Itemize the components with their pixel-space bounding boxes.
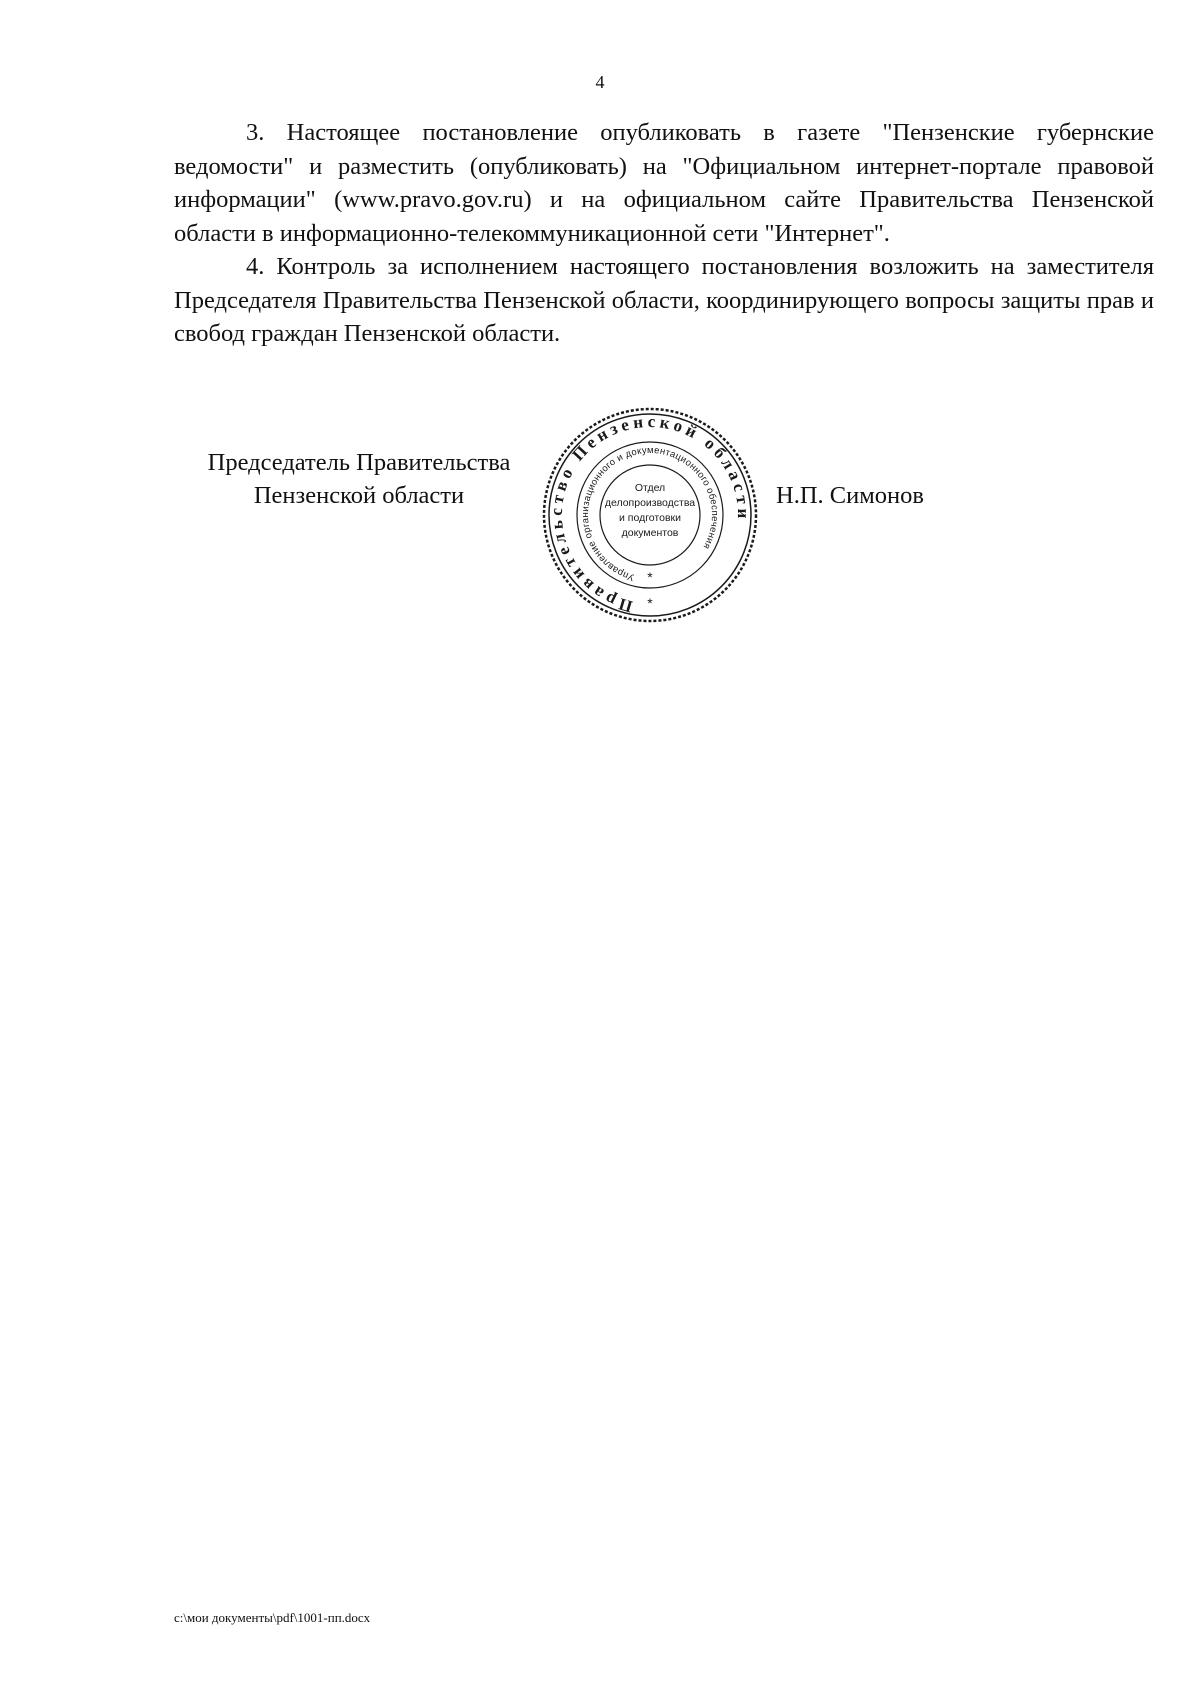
seal-center-line1: Отдел <box>634 482 666 494</box>
seal-middle-text: Управление организационного и документационного обеспечения <box>579 444 721 583</box>
seal-outer-text: Правительство Пензенской области <box>546 411 754 617</box>
official-seal <box>540 405 760 625</box>
page-number: 4 <box>595 72 605 92</box>
seal-star-icon: * <box>647 569 653 585</box>
seal-center-line3: и подготовки <box>619 512 681 524</box>
seal-outer-star-icon: * <box>647 595 653 611</box>
paragraph-4: 4. Контроль за исполнением настоящего постановления возложить на заместителя Председателя Правительства Пензенской области, координирующего вопросы защиты прав и свобод граждан Пензенской области. <box>174 253 1154 347</box>
seal-center-line4: документов <box>621 527 679 539</box>
signer-name: Н.П. Симонов <box>776 482 924 509</box>
document-body <box>174 116 1154 351</box>
paragraph-3: 3. Настоящее постановление опубликовать в газете "Пензенские губернские ведомости" и разместить (опубликовать) на "Официальном интернет-портале правовой информации" (www.pravo.gov.ru) и на официальном сайте Правительства Пензенской области в информационно-телекоммуникационной сети "Интернет". <box>174 119 1154 247</box>
seal-center-line2: делопроизводства <box>604 497 696 509</box>
signer-title-line2: Пензенской области <box>253 482 465 509</box>
seal-graphic <box>540 405 760 625</box>
signer-title-line1: Председатель Правительства <box>207 449 511 476</box>
signer-title <box>174 446 544 512</box>
footer-file-path: c:\мои документы\pdf\1001-пп.docx <box>174 1610 371 1625</box>
